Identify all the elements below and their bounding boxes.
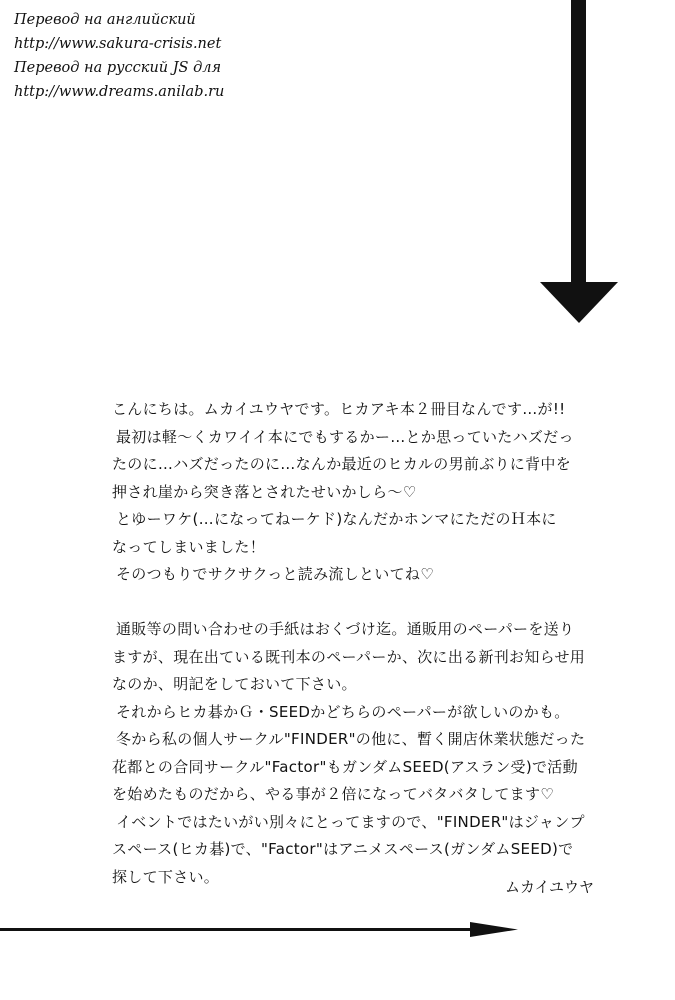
- letter-line: 花都との合同サークル"Factor"もガンダムSEED(アスラン受)で活動: [112, 757, 578, 776]
- letter-line: なのか、明記をしておいて下さい。: [112, 675, 357, 693]
- letter-line: ますが、現在出ている既刊本のペーパーか、次に出る新刊お知らせ用: [112, 647, 586, 666]
- down-arrow-icon: [540, 0, 618, 325]
- translation-credits: [14, 8, 344, 104]
- letter-line: 最初は軽～くカワイイ本にでもするかー…とか思っていたハズだっ: [116, 427, 574, 446]
- letter-line: こんにちは。ムカイユウヤです。ヒカアキ本２冊目なんです…が!!: [112, 400, 566, 418]
- letter-line: とゆーワケ(…になってねーケド)なんだかホンマにただのＨ本に: [116, 510, 557, 528]
- letter-line: たのに…ハズだったのに…なんか最近のヒカルの男前ぶりに背中を: [112, 455, 572, 473]
- letter-line: なってしまいました！: [112, 537, 266, 556]
- credit-russian-url: http://www.dreams.anilab.ru: [14, 84, 225, 100]
- letter-line: スペース(ヒカ碁)で、"Factor"はアニメスペース(ガンダムSEED)で: [112, 840, 574, 858]
- credit-english-url: http://www.sakura-crisis.net: [14, 36, 222, 52]
- letter-line: 探して下さい。: [112, 867, 220, 886]
- letter-line: イベントではたいがい別々にとってますので、"FINDER"はジャンプ: [116, 812, 585, 831]
- letter-line: 通販等の問い合わせの手紙はおくづけ迄。通販用のペーパーを送り: [116, 620, 575, 638]
- credit-english-label: Перевод на английский: [14, 12, 196, 28]
- letter-line: 押され崖から突き落とされたせいかしら～♡: [112, 482, 417, 501]
- letter-line: を始めたものだから、やる事が２倍になってバタバタしてます♡: [112, 785, 554, 803]
- author-signature: ムカイユウヤ: [505, 878, 594, 896]
- credit-russian-label: Перевод на русский JS для: [14, 60, 222, 76]
- letter-line: そのつもりでサクサクっと読み流しといてね♡: [116, 565, 434, 583]
- letter-line: それからヒカ碁かＧ・SEEDかどちらのペーパーが欲しいのかも。: [116, 702, 570, 721]
- letter-line: 冬から私の個人サークル"FINDER"の他に、暫く開店休業状態だった: [116, 730, 586, 748]
- paragraph-gap: [112, 589, 632, 617]
- letter-body: [112, 396, 632, 891]
- right-arrow-icon: [0, 918, 520, 942]
